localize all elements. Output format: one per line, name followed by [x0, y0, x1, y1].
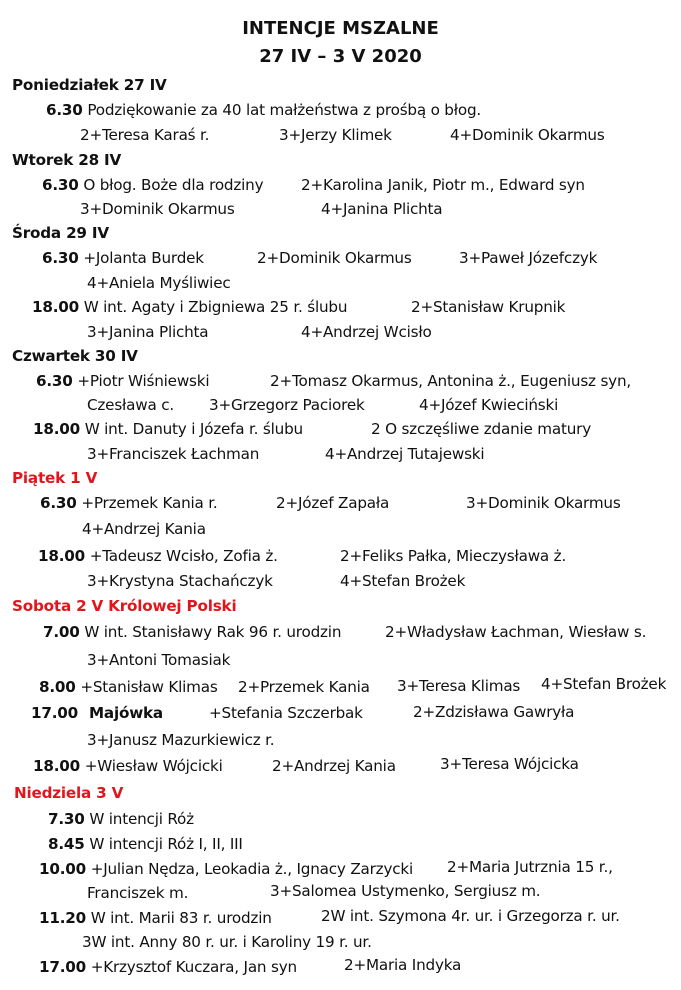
intention: 3+Janusz Mazurkiewicz r.: [87, 731, 275, 749]
intention: 2+Maria Jutrznia 15 r.,: [447, 858, 613, 876]
intention: 2+Maria Indyka: [344, 956, 462, 974]
mass-entry: [31, 704, 78, 722]
mass-entry: [46, 101, 481, 119]
mass-time: 18.00: [38, 547, 86, 565]
intention: +Piotr Wiśniewski: [77, 372, 210, 390]
intention: 3+Paweł Józefczyk: [459, 249, 598, 267]
intention: 2 O szczęśliwe zdanie matury: [371, 420, 592, 438]
mass-entry: [39, 860, 413, 878]
mass-time: 17.00: [31, 704, 79, 722]
intention: 3+Antoni Tomasiak: [87, 651, 231, 669]
intention: 2+Tomasz Okarmus, Antonina ż., Eugeniusz syn,: [270, 372, 632, 390]
intention: W int. Danuty i Józefa r. ślubu: [84, 420, 303, 438]
day-heading-saturday: Sobota 2 V Królowej Polski: [12, 597, 237, 615]
mass-entry: [39, 958, 297, 976]
intention: W intencji Róż: [89, 810, 194, 828]
intention: 3+Teresa Wójcicka: [440, 755, 579, 773]
intention: 4+Dominik Okarmus: [450, 126, 605, 144]
intention: +Wiesław Wójcicki: [84, 757, 223, 775]
day-heading-thursday: Czwartek 30 IV: [12, 347, 138, 365]
mass-time: 18.00: [32, 298, 80, 316]
intention: 2W int. Szymona 4r. ur. i Grzegorza r. ur.: [321, 907, 620, 925]
intention: 3+Teresa Klimas: [397, 677, 521, 695]
intention: +Krzysztof Kuczara, Jan syn: [90, 958, 297, 976]
day-heading-friday: Piątek 1 V: [12, 469, 98, 487]
mass-time: 8.00: [39, 678, 76, 696]
intention: 2+Zdzisława Gawryła: [413, 703, 575, 721]
intention: 2+Andrzej Kania: [272, 757, 396, 775]
mass-time: 18.00: [33, 757, 81, 775]
intention: Podziękowanie za 40 lat małżeństwa z prośbą o błog.: [87, 101, 482, 119]
day-heading-monday: Poniedziałek 27 IV: [12, 76, 167, 94]
day-heading-tuesday: Wtorek 28 IV: [12, 151, 122, 169]
intention: 2+Władysław Łachman, Wiesław s.: [385, 623, 647, 641]
mass-time: 8.45: [48, 835, 85, 853]
day-heading-wednesday: Środa 29 IV: [12, 224, 109, 242]
mass-entry: [39, 909, 272, 927]
intention: W int. Agaty i Zbigniewa 25 r. ślubu: [83, 298, 348, 316]
mass-entry: [43, 623, 341, 641]
mass-time: 7.00: [43, 623, 80, 641]
intention: 3+Janina Plichta: [87, 323, 209, 341]
intention: 3+Dominik Okarmus: [466, 494, 621, 512]
intention: 2+Stanisław Krupnik: [411, 298, 566, 316]
intention: 4+Stefan Brożek: [340, 572, 466, 590]
intention: 3+Franciszek Łachman: [87, 445, 260, 463]
mass-time: 17.00: [39, 958, 87, 976]
page-title: INTENCJE MSZALNE: [242, 18, 439, 39]
intention: 3+Salomea Ustymenko, Sergiusz m.: [270, 882, 541, 900]
mass-entry: [33, 420, 303, 438]
mass-entry: [40, 494, 218, 512]
mass-entry: [48, 835, 243, 853]
date-range: 27 IV – 3 V 2020: [259, 46, 422, 67]
intention: +Tadeusz Wcisło, Zofia ż.: [89, 547, 278, 565]
intention: 4+Stefan Brożek: [541, 675, 667, 693]
intention: 3W int. Anny 80 r. ur. i Karoliny 19 r. ur.: [82, 933, 372, 951]
intention: +Przemek Kania r.: [81, 494, 218, 512]
intention: 4+Andrzej Wcisło: [301, 323, 432, 341]
intention: 2+Józef Zapała: [276, 494, 390, 512]
intention: W int. Stanisławy Rak 96 r. urodzin: [84, 623, 342, 641]
intention: 3+Krystyna Stachańczyk: [87, 572, 273, 590]
intention: 2+Teresa Karaś r.: [80, 126, 210, 144]
mass-time: 6.30: [42, 176, 79, 194]
mass-entry: [42, 249, 204, 267]
mass-entry: [36, 372, 209, 390]
intention: 4+Janina Plichta: [321, 200, 443, 218]
day-heading-sunday: Niedziela 3 V: [14, 784, 124, 802]
intention: 4+Józef Kwieciński: [419, 396, 559, 414]
majowka-label: Majówka: [89, 704, 163, 722]
mass-time: 7.30: [48, 810, 85, 828]
intention: +Jolanta Burdek: [83, 249, 204, 267]
mass-entry: [42, 176, 263, 194]
mass-time: 18.00: [33, 420, 81, 438]
mass-time: 6.30: [40, 494, 77, 512]
intention: 4+Andrzej Tutajewski: [325, 445, 485, 463]
mass-entry: [48, 810, 194, 828]
intention: 2+Feliks Pałka, Mieczysława ż.: [340, 547, 567, 565]
intention: 2+Dominik Okarmus: [257, 249, 412, 267]
intention: O błog. Boże dla rodziny: [83, 176, 264, 194]
intention: 3+Jerzy Klimek: [279, 126, 392, 144]
mass-entry: [32, 298, 347, 316]
intention: 4+Aniela Myśliwiec: [87, 274, 231, 292]
intention: Czesława c.: [87, 396, 174, 414]
intention: +Stanisław Klimas: [80, 678, 218, 696]
intention: 2+Przemek Kania: [238, 678, 370, 696]
mass-time: 6.30: [36, 372, 73, 390]
intention: 3+Dominik Okarmus: [80, 200, 235, 218]
mass-time: 6.30: [42, 249, 79, 267]
intention: +Stefania Szczerbak: [209, 704, 363, 722]
mass-time: 11.20: [39, 909, 87, 927]
mass-entry: [38, 547, 278, 565]
mass-entry: [39, 678, 218, 696]
intention: +Julian Nędza, Leokadia ż., Ignacy Zarzycki: [90, 860, 414, 878]
mass-time: 10.00: [39, 860, 87, 878]
intention: W int. Marii 83 r. urodzin: [90, 909, 272, 927]
intention: 2+Karolina Janik, Piotr m., Edward syn: [301, 176, 585, 194]
intention: Franciszek m.: [87, 884, 189, 902]
intention: 4+Andrzej Kania: [82, 520, 206, 538]
intention: 3+Grzegorz Paciorek: [209, 396, 365, 414]
intention: W intencji Róż I, II, III: [89, 835, 243, 853]
mass-entry: [33, 757, 223, 775]
mass-time: 6.30: [46, 101, 83, 119]
